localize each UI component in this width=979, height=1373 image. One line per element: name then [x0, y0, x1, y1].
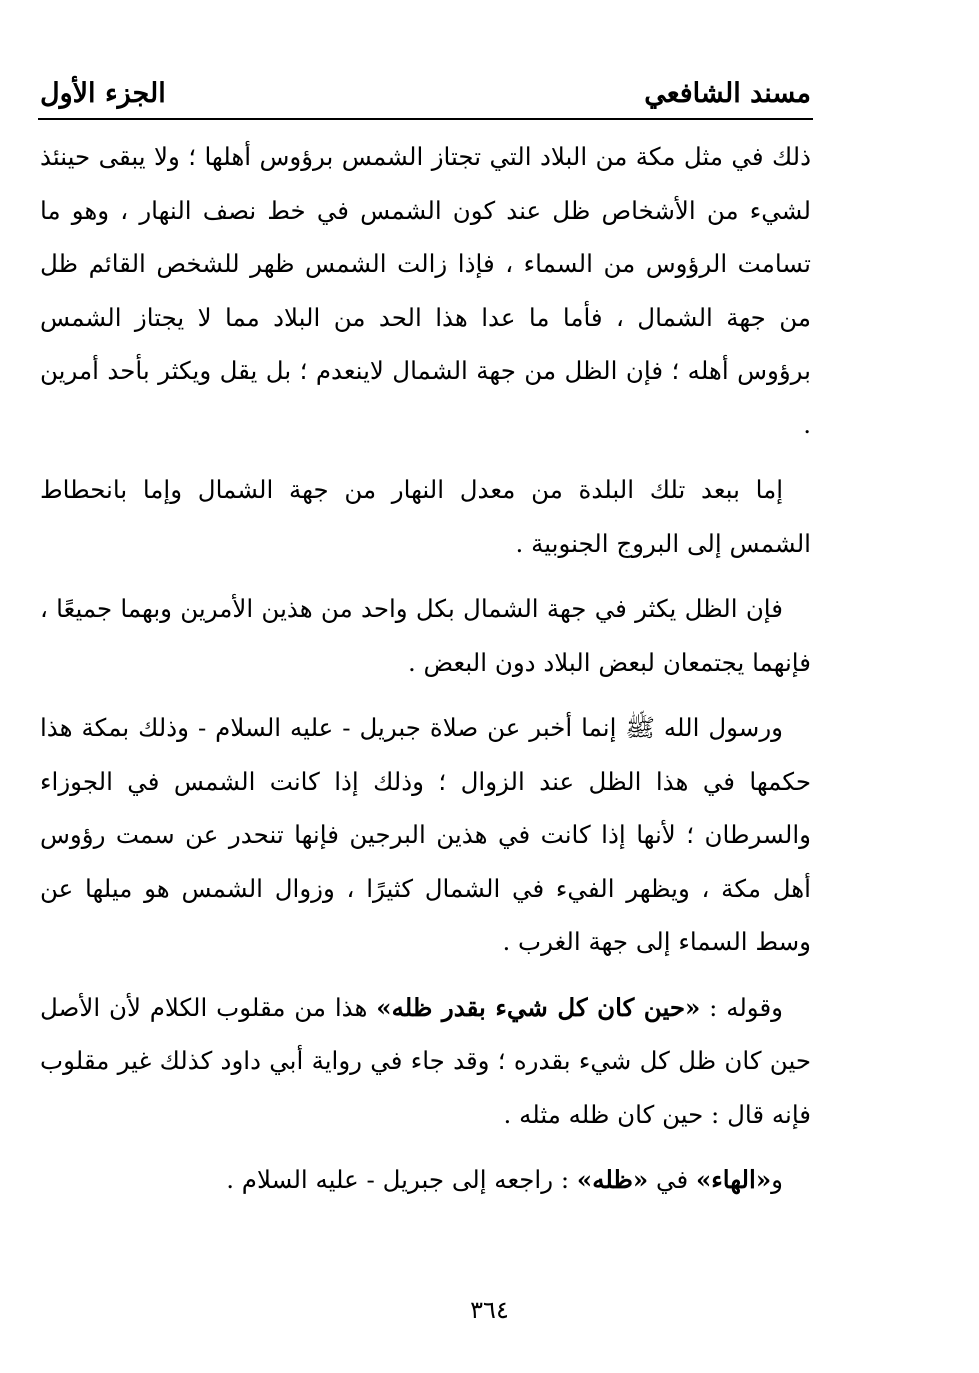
page-number: ٣٦٤	[470, 1296, 509, 1324]
hadith-quote: «حين كان كل شيء بقدر ظله»	[376, 992, 701, 1022]
running-header	[40, 58, 811, 110]
paragraph-5	[40, 981, 811, 1142]
paragraph-4: ورسول الله ﷺ إنما أخبر عن صلاة جبريل - عليه السلام - وذلك بمكة هذا حكمها في هذا الظل عند الزوال ؛ وذلك إذا كانت الشمس في الجوزاء والسرطان ؛ لأنها إذا كانت في هذين البرجين فإنها تنحدر عن سمت رؤوس أهل مكة ، ويظهر الفيء في الشمال كثيرًا ، وزوال الشمس هو ميلها عن وسط السماء إلى جهة الغرب .	[40, 713, 811, 956]
paragraph-6-mid: في	[648, 1165, 696, 1194]
paragraph-3: فإن الظل يكثر في جهة الشمال بكل واحد من هذين الأمرين وبهما جميعًا ، فإنهما يجتمعان لبعض البلاد دون البعض .	[40, 594, 811, 677]
body-text	[40, 130, 811, 1219]
paragraph-5-rest: هذا من مقلوب الكلام لأن الأصل حين كان ظل كل شيء بقدره ؛ وقد جاء في رواية أبي داود كذلك غير مقلوب فإنه قال : حين كان ظله مثله .	[40, 992, 811, 1129]
book-title: مسند الشافعي	[644, 77, 811, 109]
term-zillihi: «ظله»	[576, 1165, 649, 1194]
term-haa: «الهاء»	[695, 1165, 772, 1194]
volume-label: الجزء الأول	[40, 77, 166, 109]
paragraph-6-lead: و	[771, 1165, 783, 1194]
header-rule	[38, 118, 813, 120]
paragraph-2: إما ببعد تلك البلدة من معدل النهار من جهة الشمال وإما بانحطاط الشمس إلى البروج الجنوبية .	[40, 475, 811, 558]
paragraph-6-rest: : راجعه إلى جبريل - عليه السلام .	[226, 1165, 577, 1194]
paragraph-6	[40, 1153, 811, 1207]
paragraph-1: ذلك في مثل مكة من البلاد التي تجتاز الشمس برؤوس أهلها ؛ ولا يبقى حينئذ لشيء من الأشخاص ظل عند كون الشمس في خط نصف النهار ، وهو ما تسامت الرؤوس من السماء ، فإذا زالت الشمس ظهر للشخص القائم ظل من جهة الشمال ، فأما ما عدا هذا الحد من البلاد مما لا يجتاز الشمس برؤوس أهله ؛ فإن الظل من جهة الشمال لاينعدم ؛ بل يقل ويكثر بأحد أمرين .	[40, 142, 811, 439]
paragraph-5-lead: وقوله :	[700, 992, 783, 1022]
